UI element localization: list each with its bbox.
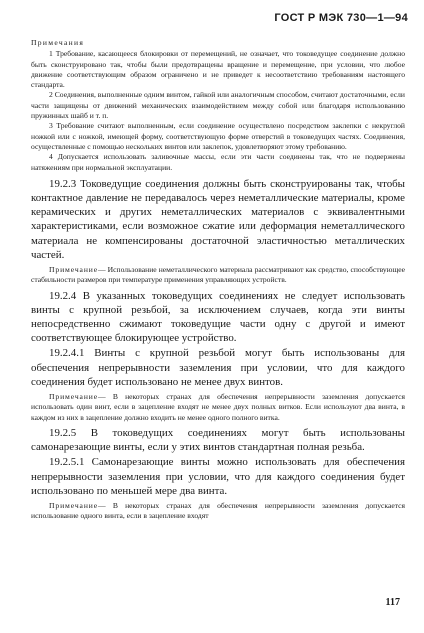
standard-header: ГОСТ Р МЭК 730—1—94 [274,12,408,24]
note-item-4: 4 Допускается использовать заливочные массы, если эти части соединены так, что не подвержены натяжениям при нормальной эксплуатации. [31,152,405,172]
page-content [31,38,405,522]
notes-title [31,38,405,48]
notes-title-text: Примечания [31,38,85,47]
clause-19-2-5-1: 19.2.5.1 Самонарезающие винты можно использовать для обеспечения непрерывности заземления при условии, что для каждого соединения будет использовано по меньшей мере два винта. [31,456,405,497]
clause-19-2-4-1: 19.2.4.1 Винты с крупной резьбой могут быть использованы для обеспечения непрерывности заземления при условии, что для каждого соединения будет использовано не менее двух винтов. [31,347,405,388]
note-label: Примечание [49,501,99,510]
note-text: — В некоторых странах для обеспечения непрерывности заземления допускается использование одного винта, если в зацепление входят [31,501,405,521]
note-label: Примечание [49,265,99,275]
notes-block [31,38,405,173]
note-self-tapping [31,501,405,522]
note-item-2: 2 Соединения, выполненные одним винтом, гайкой или аналогичным способом, считают достаточными, если части защищены от движений механических взаимодействием между собой или благодаря использованию пружинных шайб и т. п. [31,90,405,121]
note-text: — В некоторых странах для обеспечения непрерывности заземления допускается использовать один винт, если в зацепление входят не менее двух полных витков. Если используют два винта, в каждом из них в зацепление должно входить не менее одного полного витка. [31,392,405,422]
clause-19-2-3: 19.2.3 Токоведущие соединения должны быть сконструированы так, чтобы контактное давление не передавалось через неметаллические материалы, кроме керамических и других неметаллических материалов с эквивалентными характеристиками, если возможное сжатие или деформация неметаллического материала не компенсированы достаточной эластичностью металлических частей. [31,177,405,261]
page-number: 117 [385,597,400,608]
note-text: — Использование неметаллического материала рассматривают как средство, способствующее стабильности размеров при температуре применения управляющих устройств. [31,265,405,285]
note-item-1: 1 Требование, касающееся блокировки от перемещений, не означает, что токоведущее соединение должно быть сконструировано так, чтобы были предотвращены вращение и перемещение, при условии, что любое движение соответствующим образом ограничено и не приведет к несоответствию требованиям настоящего стандарта. [31,49,405,90]
note-item-3: 3 Требование считают выполненным, если соединение осуществлено посредством заклепки с некруглой ножкой или с ножкой, имеющей форму, соответствующую форме отверстий в токоведущих частях. Соединения, осуществленные с помощью нескольких винтов или заклепок, удовлетворяют этому требованию. [31,121,405,151]
note-nonmetallic [31,265,405,286]
note-label: Примечание [49,392,99,402]
clause-19-2-4: 19.2.4 В указанных токоведущих соединениях не следует использовать винты с крупной резьбой, за исключением случаев, когда эти винты непосредственно сжимают токоведущие части одну с другой и имеют соответствующее блокирующее устройство. [31,289,405,345]
clause-19-2-5: 19.2.5 В токоведущих соединениях могут быть использованы самонарезающие винты, если у этих винтов стандартная полная резьба. [31,426,405,454]
note-coarse-thread [31,392,405,423]
